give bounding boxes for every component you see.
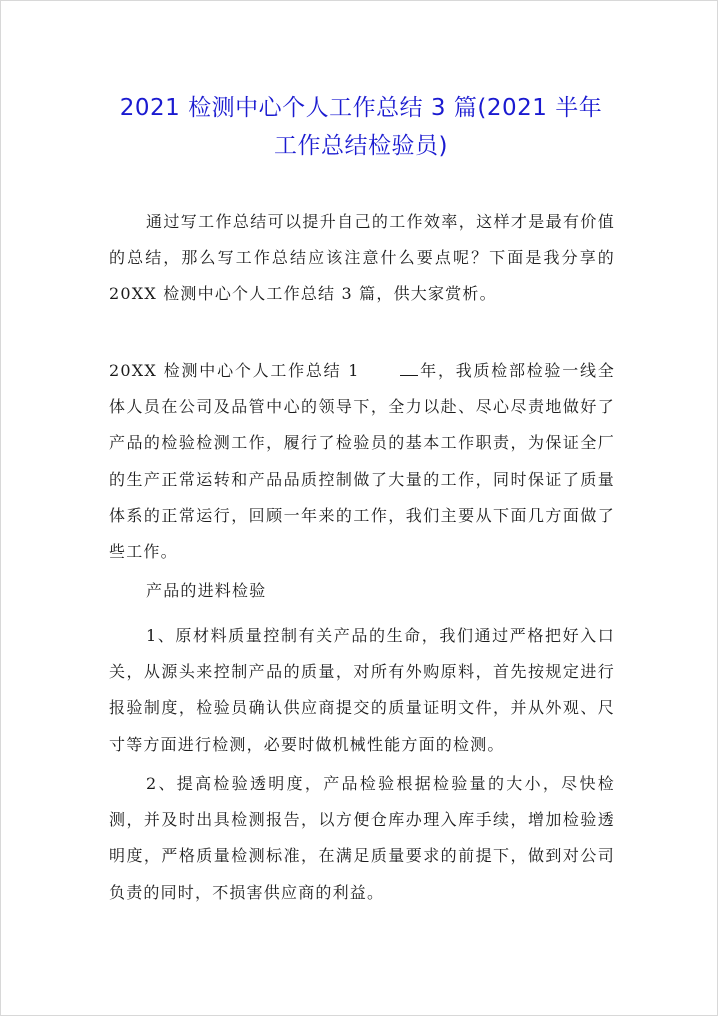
list-item-2: 2、提高检验透明度，产品检验根据检验量的大小，尽快检测，并及时出具检测报告，以方便仓库办理入库手续，增加检验透明度，严格质量检测标准，在满足质量要求的前提下，做到对公司负责的同时，不损害供应商的利益。 bbox=[109, 774, 615, 902]
title-line-1: 2021 检测中心个人工作总结 3 篇(2021 半年 bbox=[119, 95, 603, 121]
section-1-body: 年，我质检部检验一线全体人员在公司及品管中心的领导下，全力以赴、尽心尽责地做好了产品的检验检测工作，履行了检验员的基本工作职责，为保证全厂的生产正常运转和产品品质控制做了大量的工作，同时保证了质量体系的正常运行，回顾一年来的工作，我们主要从下面几方面做了些工作。 bbox=[109, 361, 615, 562]
title-line-2: 工作总结检验员) bbox=[274, 133, 448, 159]
section-1-heading: 20XX 检测中心个人工作总结 1 bbox=[109, 361, 360, 380]
subheading-incoming-inspection: 产品的进料检验 bbox=[146, 581, 267, 600]
list-item-1: 1、原材料质量控制有关产品的生命，我们通过严格把好入口关，从源头来控制产品的质量，对所有外购原料，首先按规定进行报验制度，检验员确认供应商提交的质量证明文件，并从外观、尺寸等方面进行检测，必要时做机械性能方面的检测。 bbox=[109, 626, 615, 754]
document-title bbox=[101, 89, 621, 165]
year-blank bbox=[400, 363, 418, 376]
intro-paragraph: 通过写工作总结可以提升自己的工作效率，这样才是最有价值的总结，那么写工作总结应该注意什么要点呢？下面是我分享的 20XX 检测中心个人工作总结 3 篇，供大家赏析。 bbox=[109, 212, 615, 304]
section-1-paragraph bbox=[109, 353, 615, 570]
